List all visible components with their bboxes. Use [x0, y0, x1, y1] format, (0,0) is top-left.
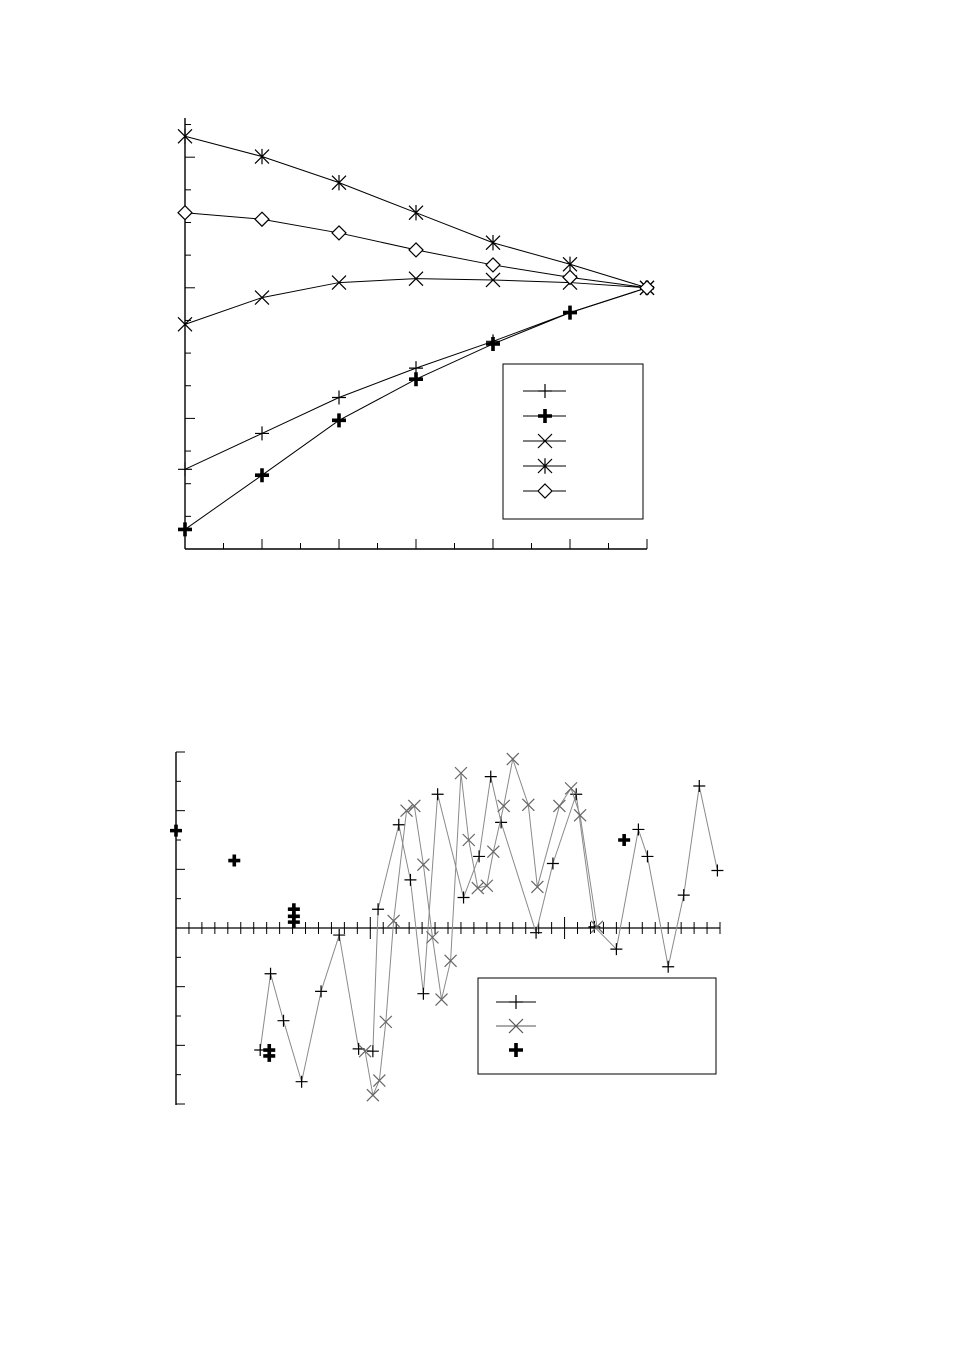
data-point-plus [432, 788, 444, 800]
data-point-plus [265, 968, 277, 980]
data-point-plus [296, 1076, 308, 1088]
data-point-x [498, 800, 510, 812]
data-point-plus [278, 1015, 290, 1027]
data-point-plus [485, 771, 497, 783]
data-point-plus [641, 850, 653, 862]
data-point-plus [473, 850, 485, 862]
data-point-plus [333, 929, 345, 941]
data-point-x [426, 931, 438, 943]
data-point-plus [458, 891, 470, 903]
data-point-x [472, 882, 484, 894]
data-point-plus [693, 780, 705, 792]
data-point-plus [404, 874, 416, 886]
data-point-x [553, 800, 565, 812]
data-point-plus [315, 985, 327, 997]
data-point-x [408, 800, 420, 812]
data-point-plus [393, 819, 405, 831]
data-point-x [417, 859, 429, 871]
data-point-plus [711, 865, 723, 877]
data-point-bold-plus [170, 825, 182, 837]
data-point-bold-plus [228, 855, 240, 867]
data-point-plus [678, 889, 690, 901]
data-point-plus [662, 961, 674, 973]
data-point-x [487, 846, 499, 858]
data-point-x [565, 782, 577, 794]
data-point-plus [417, 988, 429, 1000]
data-point-x [436, 994, 448, 1006]
data-point-x [481, 880, 493, 892]
data-point-plus [372, 903, 384, 915]
data-point-x [367, 1089, 379, 1101]
data-point-bold-plus [618, 834, 630, 846]
data-point-plus [547, 857, 559, 869]
data-point-plus [632, 823, 644, 835]
data-point-x [507, 753, 519, 765]
